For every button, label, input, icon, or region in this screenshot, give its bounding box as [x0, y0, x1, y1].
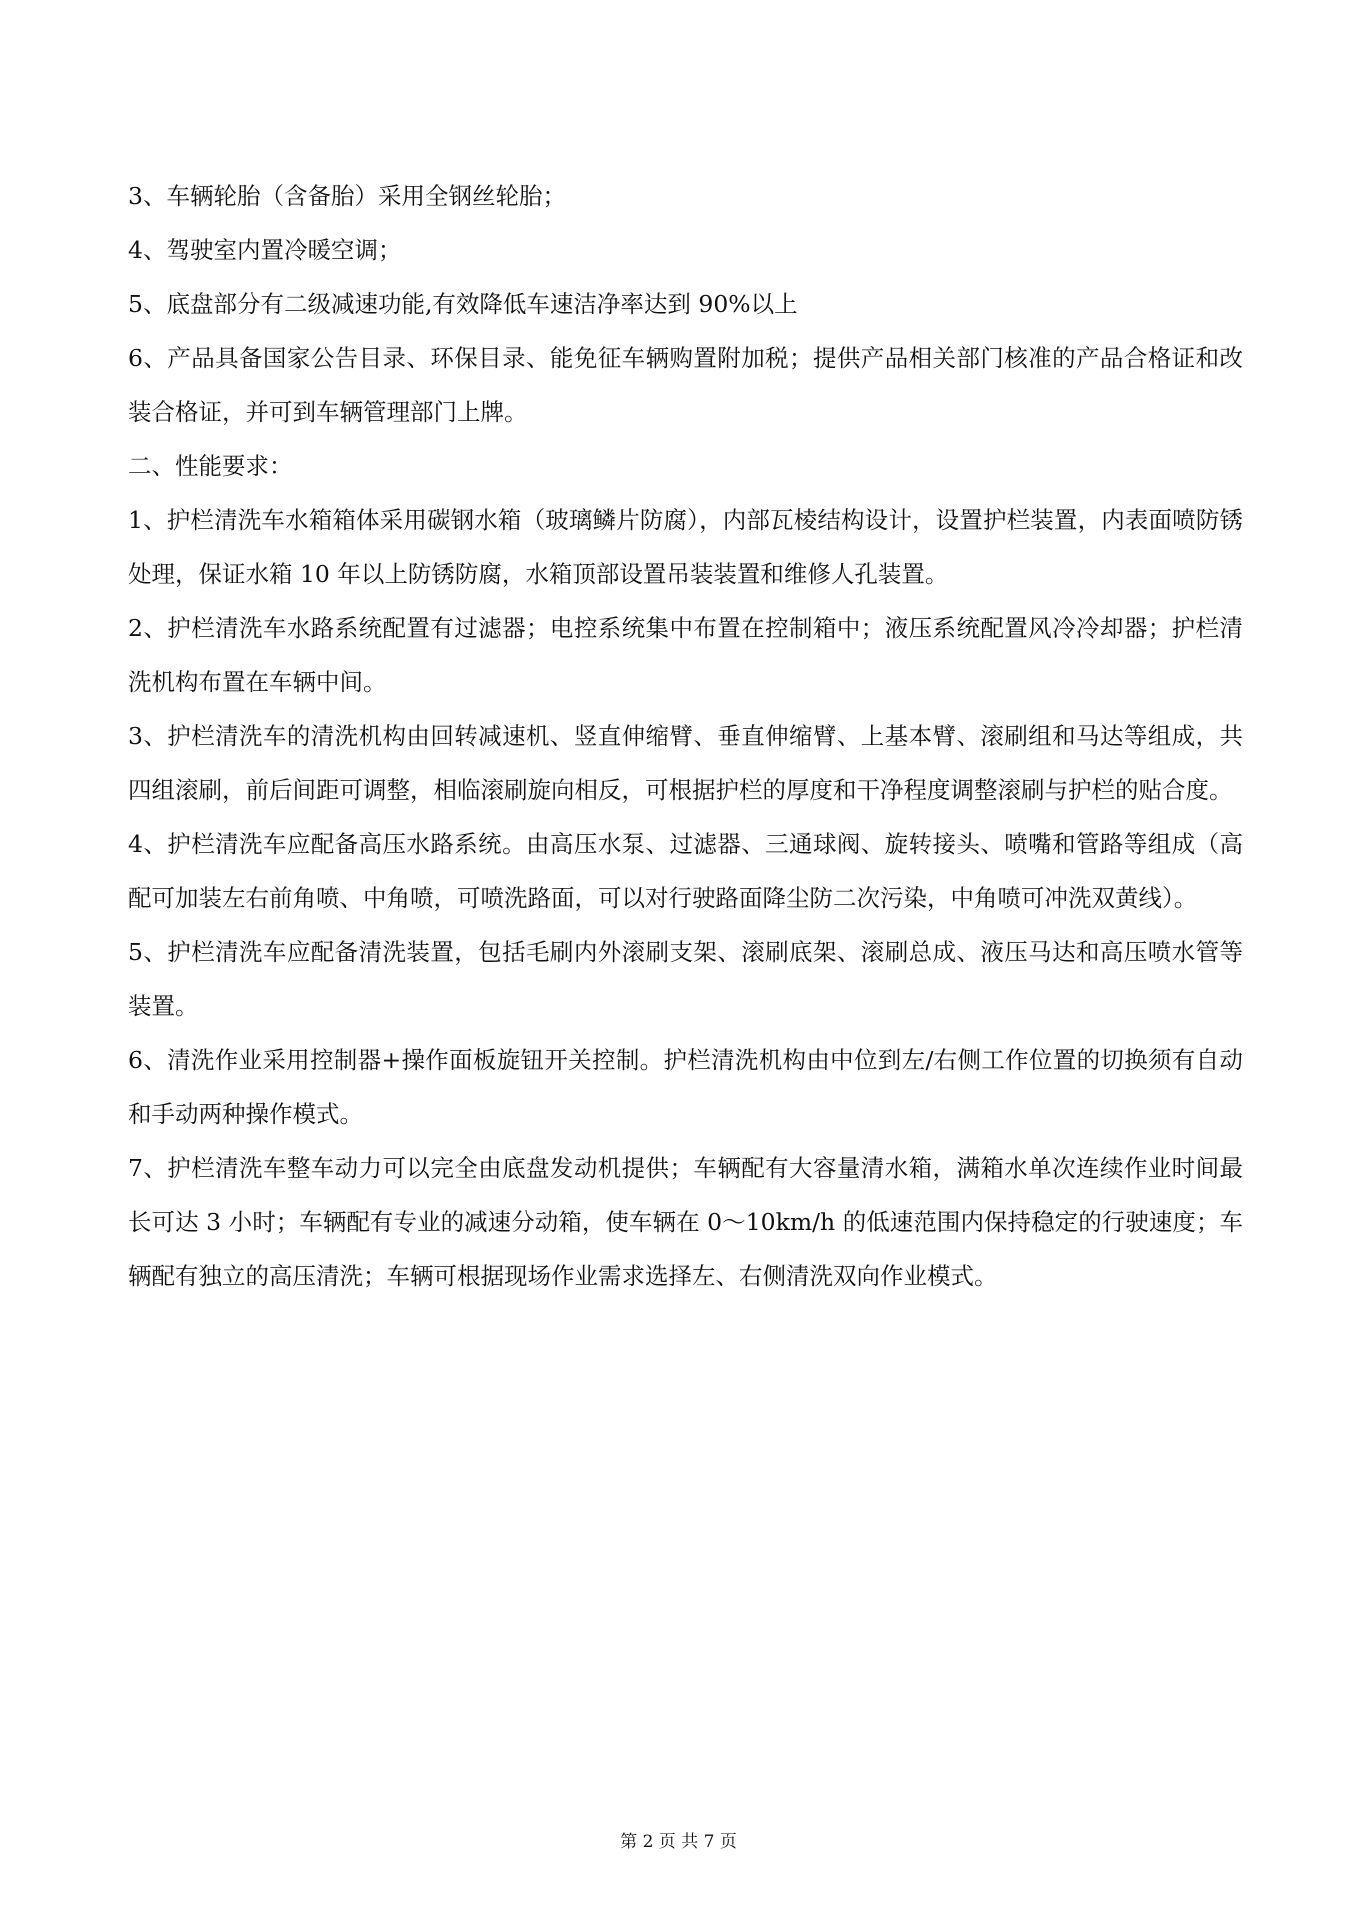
performance-item-cleaning-device: 5、护栏清洗车应配备清洗装置，包括毛刷内外滚刷支架、滚刷底架、滚刷总成、液压马达和高压喷水管等装置。 — [128, 938, 1243, 1020]
performance-item-cleaning-mechanism: 3、护栏清洗车的清洗机构由回转减速机、竖直伸缩臂、垂直伸缩臂、上基本臂、滚刷组和马达等组成，共四组滚刷，前后间距可调整，相临滚刷旋向相反，可根据护栏的厚度和干净程度调整滚刷与护栏的贴合度。 — [128, 722, 1243, 804]
performance-item-high-pressure-system: 4、护栏清洗车应配备高压水路系统。由高压水泵、过滤器、三通球阀、旋转接头、喷嘴和管路等组成（高配可加装左右前角喷、中角喷，可喷洗路面，可以对行驶路面降尘防二次污染，中角喷可冲洗双黄线）。 — [128, 830, 1243, 912]
spec-item-deceleration: 5、底盘部分有二级减速功能,有效降低车速洁净率达到 90%以上 — [128, 290, 798, 318]
performance-item-power: 7、护栏清洗车整车动力可以完全由底盘发动机提供；车辆配有大容量清水箱，满箱水单次连续作业时间最长可达 3 小时；车辆配有专业的减速分动箱，使车辆在 0～10km/h 的低速范围内保持稳定的行驶速度；车辆配有独立的高压清洗；车辆可根据现场作业需求选择左、右侧清洗双向作业模式。 — [128, 1154, 1243, 1290]
performance-item-water-tank: 1、护栏清洗车水箱箱体采用碳钢水箱（玻璃鳞片防腐），内部瓦棱结构设计，设置护栏装置，内表面喷防锈处理，保证水箱 10 年以上防锈防腐，水箱顶部设置吊装装置和维修人孔装置。 — [128, 506, 1243, 588]
page-number-footer: 第 2 页 共 7 页 — [620, 1832, 737, 1852]
spec-item-certification: 6、产品具备国家公告目录、环保目录、能免征车辆购置附加税；提供产品相关部门核准的产品合格证和改装合格证，并可到车辆管理部门上牌。 — [128, 344, 1243, 426]
document-body — [128, 169, 1243, 1303]
performance-item-water-system: 2、护栏清洗车水路系统配置有过滤器；电控系统集中布置在控制箱中；液压系统配置风冷冷却器；护栏清洗机构布置在车辆中间。 — [128, 614, 1243, 696]
performance-item-control: 6、清洗作业采用控制器+操作面板旋钮开关控制。护栏清洗机构由中位到左/右侧工作位置的切换须有自动和手动两种操作模式。 — [128, 1046, 1243, 1128]
spec-item-air-conditioning: 4、驾驶室内置冷暖空调； — [128, 236, 402, 264]
section-heading-performance: 二、性能要求： — [128, 452, 293, 480]
spec-item-tires: 3、车辆轮胎（含备胎）采用全钢丝轮胎； — [128, 182, 566, 210]
